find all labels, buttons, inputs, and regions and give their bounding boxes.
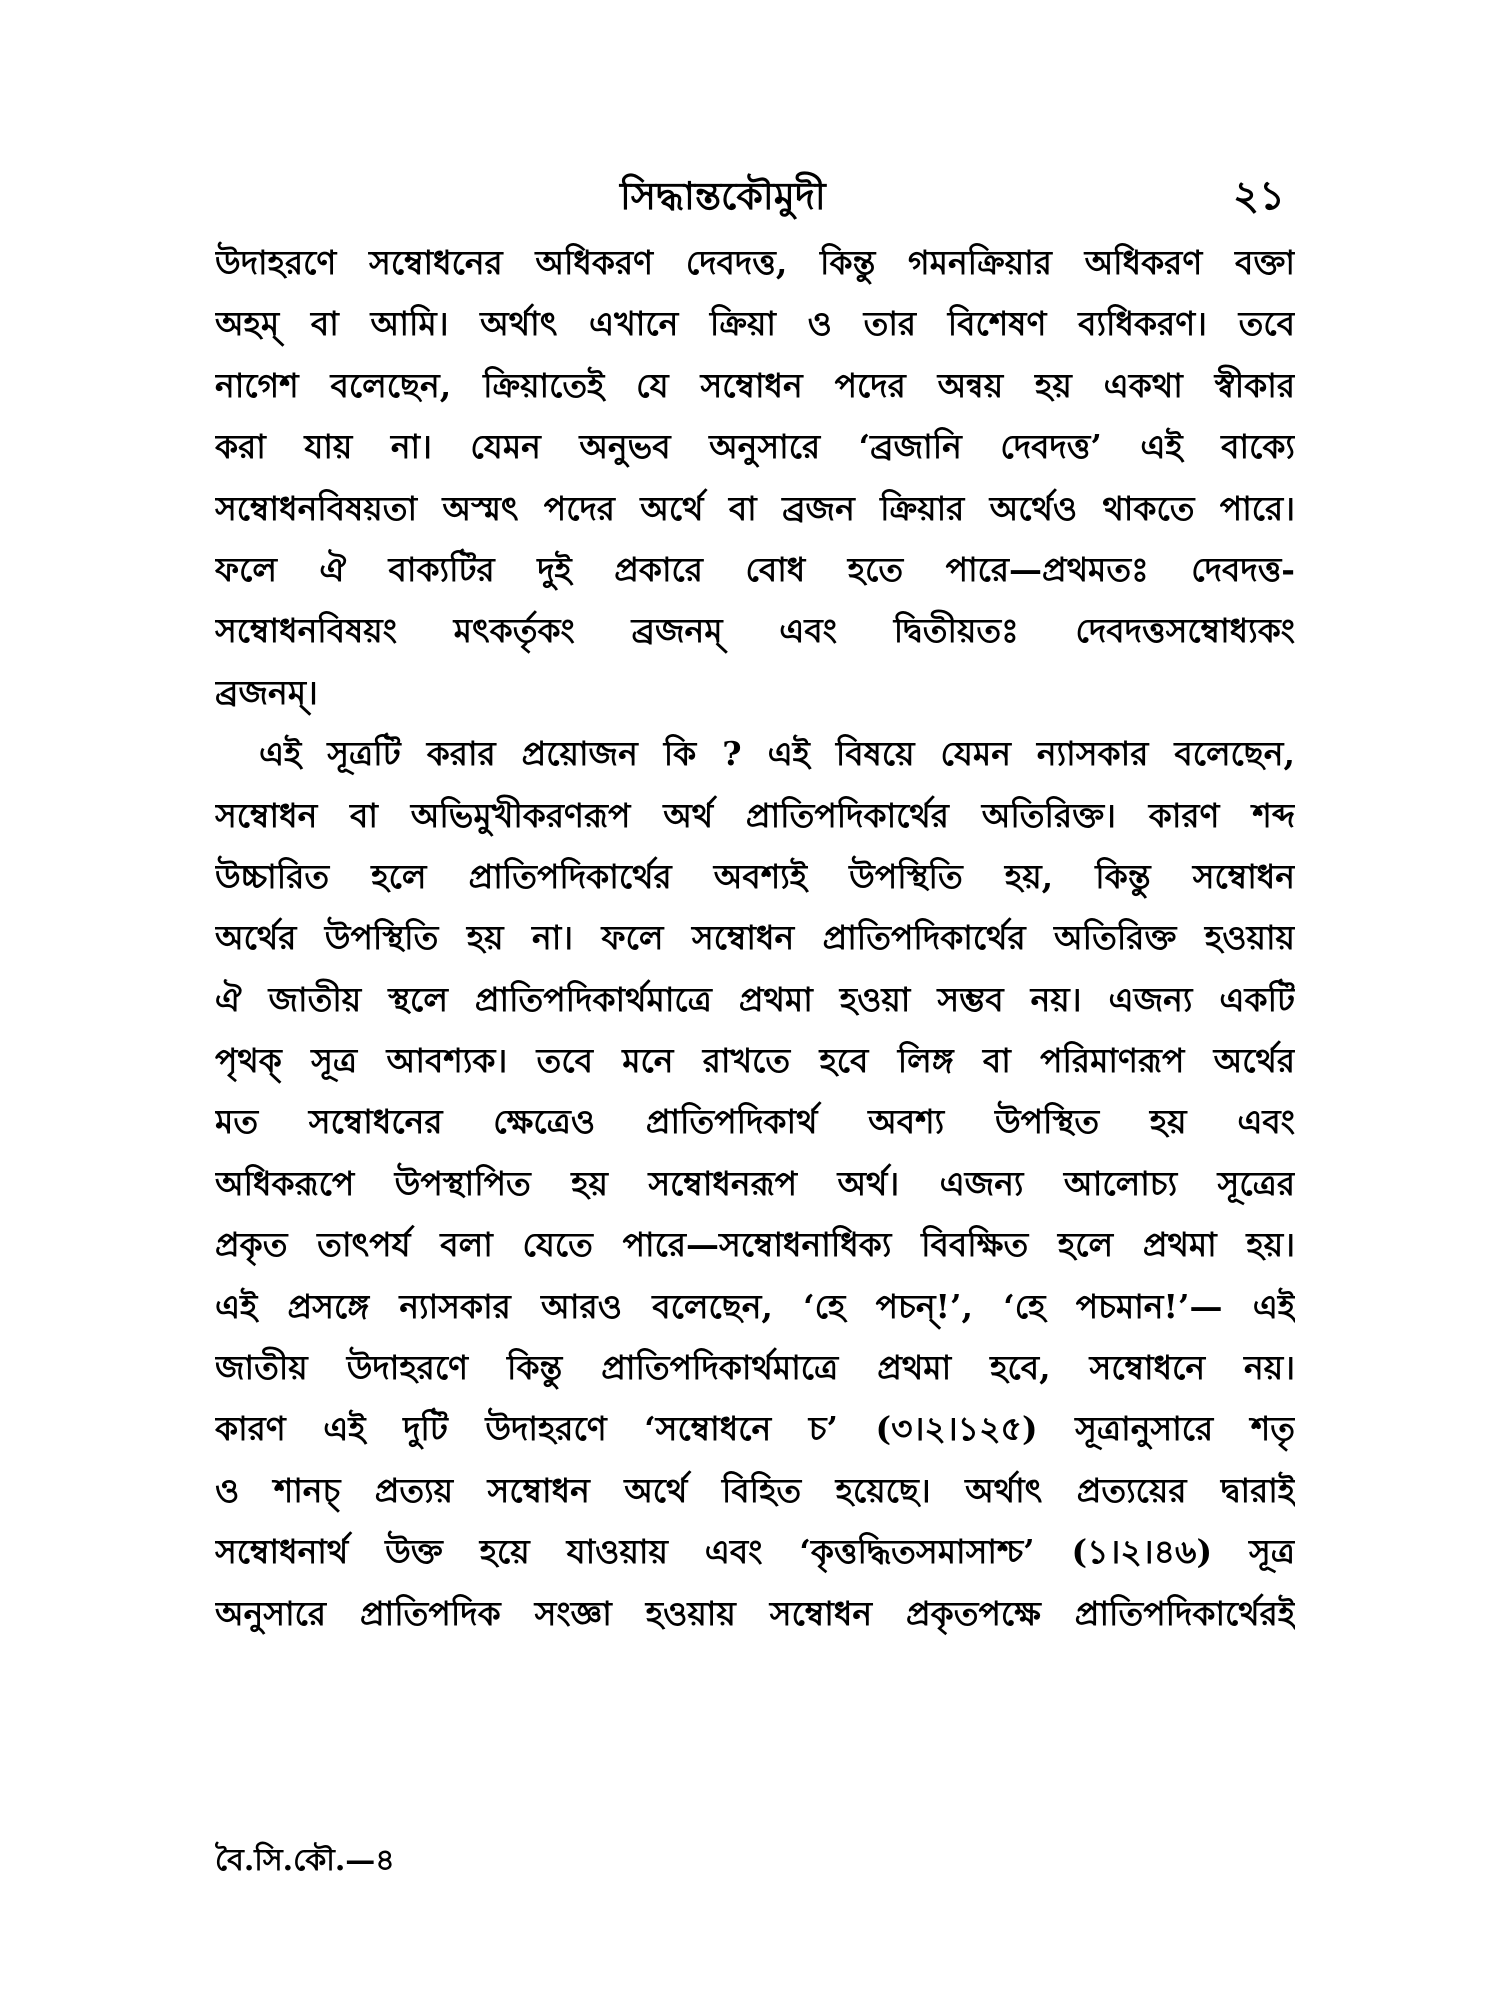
signature-mark: বৈ.সি.কৌ.—৪	[215, 1843, 395, 1878]
running-head	[0, 168, 1500, 224]
paragraph-2-line: উচ্চারিত হলে প্রাতিপদিকার্থের অবশ্যই উপস্থিতি হয়, কিন্তু সম্বোধন	[215, 856, 1295, 896]
paragraph-1-line: করা যায় না। যেমন অনুভব অনুসারে ‘ব্রজানি দেবদত্ত’ এই বাক্যে	[215, 427, 1295, 467]
paragraph-2-line: এই প্রসঙ্গে ন্যাসকার আরও বলেছেন, ‘হে পচন্!’, ‘হে পচমান!’— এই	[215, 1286, 1295, 1326]
paragraph-1-line: ফলে ঐ বাক্যটির দুই প্রকারে বোধ হতে পারে—প্রথমতঃ দেবদত্ত-	[215, 549, 1295, 589]
body-text	[215, 232, 1295, 1644]
paragraph-2-line: প্রকৃত তাৎপর্য বলা যেতে পারে—সম্বোধনাধিক্য বিবক্ষিত হলে প্রথমা হয়।	[215, 1225, 1295, 1265]
paragraph-2-line: মত সম্বোধনের ক্ষেত্রেও প্রাতিপদিকার্থ অবশ্য উপস্থিত হয় এবং	[215, 1102, 1295, 1142]
paragraph-2-line: অনুসারে প্রাতিপদিক সংজ্ঞা হওয়ায় সম্বোধন প্রকৃতপক্ষে প্রাতিপদিকার্থেরই	[215, 1593, 1295, 1633]
paragraph-2-line: পৃথক্ সূত্র আবশ্যক। তবে মনে রাখতে হবে লিঙ্গ বা পরিমাণরূপ অর্থের	[215, 1041, 1295, 1081]
running-title: সিদ্ধান্তকৌমুদী	[620, 173, 826, 218]
paragraph-2-line: অর্থের উপস্থিতি হয় না। ফলে সম্বোধন প্রাতিপদিকার্থের অতিরিক্ত হওয়ায়	[215, 918, 1295, 958]
paragraph-2-line: ঐ জাতীয় স্থলে প্রাতিপদিকার্থমাত্রে প্রথমা হওয়া সম্ভব নয়। এজন্য একটি	[215, 979, 1295, 1019]
paragraph-2-line: এই সূত্রটি করার প্রয়োজন কি ? এই বিষয়ে যেমন ন্যাসকার বলেছেন,	[259, 734, 1295, 774]
page-number: ২১	[1233, 172, 1285, 219]
paragraph-2-line: জাতীয় উদাহরণে কিন্তু প্রাতিপদিকার্থমাত্রে প্রথমা হবে, সম্বোধনে নয়।	[215, 1348, 1295, 1388]
paragraph-2-line: সম্বোধনার্থ উক্ত হয়ে যাওয়ায় এবং ‘কৃত্তদ্ধিতসমাসাশ্চ’ (১।২।৪৬) সূত্র	[215, 1532, 1295, 1572]
paragraph-1-line: ব্রজনম্।	[215, 672, 318, 712]
paragraph-2-line: ও শানচ্ প্রত্যয় সম্বোধন অর্থে বিহিত হয়েছে। অর্থাৎ প্রত্যয়ের দ্বারাই	[215, 1470, 1295, 1510]
paragraph-2-line: কারণ এই দুটি উদাহরণে ‘সম্বোধনে চ’ (৩।২।১২৫) সূত্রানুসারে শতৃ	[215, 1409, 1295, 1449]
paragraph-2-line: সম্বোধন বা অভিমুখীকরণরূপ অর্থ প্রাতিপদিকার্থের অতিরিক্ত। কারণ শব্দ	[215, 795, 1295, 835]
paragraph-1-line: উদাহরণে সম্বোধনের অধিকরণ দেবদত্ত, কিন্তু গমনক্রিয়ার অধিকরণ বক্তা	[215, 243, 1295, 282]
paragraph-1-line: অহম্ বা আমি। অর্থাৎ এখানে ক্রিয়া ও তার বিশেষণ ব্যধিকরণ। তবে	[215, 304, 1295, 344]
paragraph-1-line: সম্বোধনবিষয়ং মৎকর্তৃকং ব্রজনম্ এবং দ্বিতীয়তঃ দেবদত্তসম্বোধ্যকং	[215, 611, 1295, 651]
paragraph-1-line: নাগেশ বলেছেন, ক্রিয়াতেই যে সম্বোধন পদের অন্বয় হয় একথা স্বীকার	[215, 365, 1295, 405]
paragraph-1-line: সম্বোধনবিষয়তা অস্মৎ পদের অর্থে বা ব্রজন ক্রিয়ার অর্থেও থাকতে পারে।	[215, 488, 1295, 528]
paragraph-2-line: অধিকরূপে উপস্থাপিত হয় সম্বোধনরূপ অর্থ। এজন্য আলোচ্য সূত্রের	[215, 1163, 1295, 1203]
